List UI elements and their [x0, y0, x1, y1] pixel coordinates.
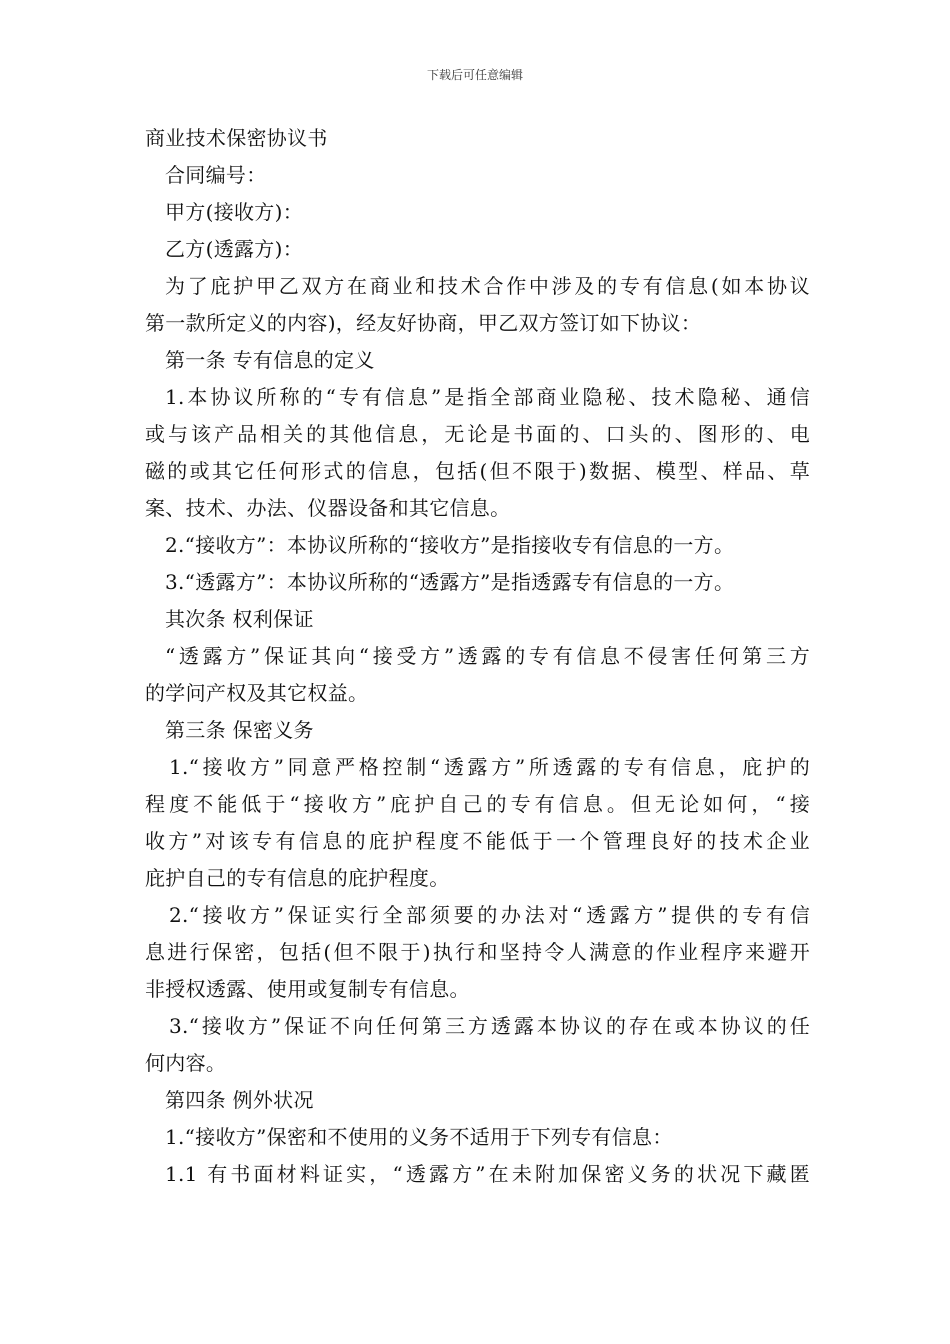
paragraph-line: 2.“接收方”保证实行全部须要的办法对“透露方”提供的专有信	[169, 903, 810, 927]
paragraph-line: 程度不能低于“接收方”庇护自己的专有信息。但无论如何，“接	[145, 792, 810, 816]
paragraph-line: 第四条 例外状况	[165, 1088, 314, 1112]
document-body	[145, 120, 810, 1193]
paragraph-line: 乙方(透露方)：	[165, 237, 304, 261]
paragraph-line: 为了庇护甲乙双方在商业和技术合作中涉及的专有信息(如本协议	[165, 274, 810, 298]
paragraph-line: 其次条 权利保证	[165, 607, 314, 631]
paragraph-line: 案、技术、办法、仪器设备和其它信息。	[145, 496, 511, 520]
paragraph-line: 合同编号：	[165, 163, 267, 187]
paragraph-line: 何内容。	[145, 1051, 227, 1075]
paragraph-line: 庇护自己的专有信息的庇护程度。	[145, 866, 450, 890]
paragraph-line: 甲方(接收方)：	[165, 200, 304, 224]
paragraph-line: 息进行保密，包括(但不限于)执行和坚持令人满意的作业程序来避开	[145, 940, 810, 964]
paragraph-line: “透露方”保证其向“接受方”透露的专有信息不侵害任何第三方	[165, 644, 810, 668]
paragraph-line: 1.“接收方”保密和不使用的义务不适用于下列专有信息：	[165, 1125, 673, 1149]
paragraph-line: 第一条 专有信息的定义	[165, 348, 375, 372]
paragraph-line: 非授权透露、使用或复制专有信息。	[145, 977, 470, 1001]
paragraph-line: 第三条 保密义务	[165, 718, 314, 742]
paragraph-line: 的学问产权及其它权益。	[145, 681, 369, 705]
paragraph-line: 3.“接收方”保证不向任何第三方透露本协议的存在或本协议的任	[169, 1014, 810, 1038]
paragraph-line: 第一款所定义的内容)，经友好协商，甲乙双方签订如下协议：	[145, 311, 702, 335]
document-title: 商业技术保密协议书	[145, 126, 328, 150]
paragraph-line: 1.本协议所称的“专有信息”是指全部商业隐秘、技术隐秘、通信	[165, 385, 810, 409]
paragraph-line: 2.“接收方”：本协议所称的“接收方”是指接收专有信息的一方。	[165, 533, 735, 557]
paragraph-line: 磁的或其它任何形式的信息，包括(但不限于)数据、模型、样品、草	[145, 459, 810, 483]
paragraph-line: 1.“接收方”同意严格控制“透露方”所透露的专有信息，庇护的	[169, 755, 810, 779]
paragraph-line: 1.1 有书面材料证实，“透露方”在未附加保密义务的状况下藏匿	[165, 1162, 810, 1186]
paragraph-line: 或与该产品相关的其他信息，无论是书面的、口头的、图形的、电	[145, 422, 810, 446]
document-paragraphs	[145, 157, 810, 1193]
paragraph-line: 收方”对该专有信息的庇护程度不能低于一个管理良好的技术企业	[145, 829, 810, 853]
page-header-note: 下载后可任意编辑	[426, 68, 523, 82]
paragraph-line: 3.“透露方”：本协议所称的“透露方”是指透露专有信息的一方。	[165, 570, 735, 594]
